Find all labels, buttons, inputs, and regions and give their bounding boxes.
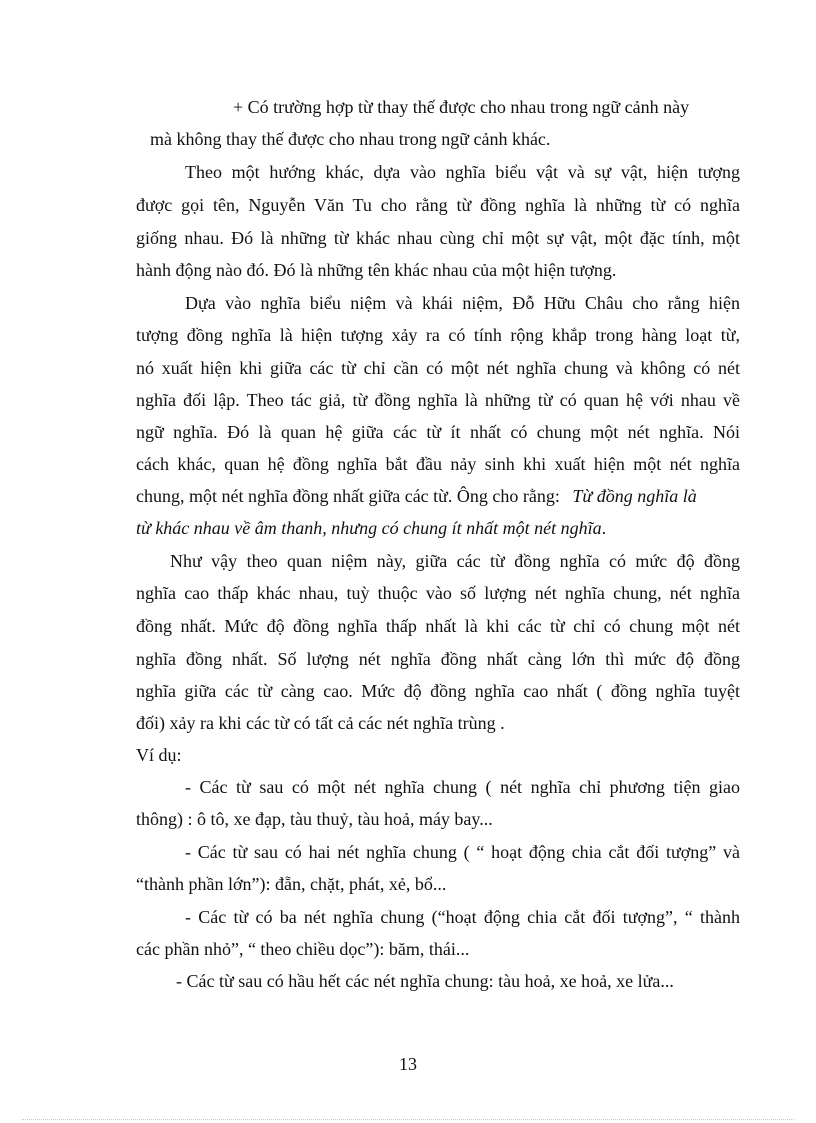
text-line: giống nhau. Đó là những từ khác nhau cùng chỉ một sự vật, một đặc tính, một: [136, 228, 740, 248]
list-item: - Các từ sau có hai nét nghĩa chung ( “ hoạt động chia cắt đối tượng” và: [185, 842, 740, 862]
text-line: tượng đồng nghĩa là hiện tượng xảy ra có tính rộng khắp trong hàng loạt từ,: [136, 325, 740, 345]
text-span: chung, một nét nghĩa đồng nhất giữa các từ. Ông cho rằng:: [136, 486, 560, 506]
text-line: mà không thay thế được cho nhau trong ngữ cảnh khác.: [150, 129, 551, 149]
text-line: các phần nhỏ”, “ theo chiều dọc”): băm, thái...: [136, 939, 470, 959]
text-span: .: [601, 518, 607, 538]
list-item: - Các từ có ba nét nghĩa chung (“hoạt động chia cắt đối tượng”, “ thành: [185, 907, 740, 927]
text-line: Như vậy theo quan niệm này, giữa các từ đồng nghĩa có mức độ đồng: [170, 551, 740, 571]
text-line: + Có trường hợp từ thay thế được cho nhau trong ngữ cảnh này: [233, 97, 690, 117]
text-line: thông) : ô tô, xe đạp, tàu thuỷ, tàu hoả, máy bay...: [136, 809, 493, 829]
text-line: Theo một hướng khác, dựa vào nghĩa biểu vật và sự vật, hiện tượng: [185, 162, 740, 182]
text-line: [136, 485, 697, 507]
quote-text: từ khác nhau về âm thanh, nhưng có chung ít nhất một nét nghĩa: [136, 518, 602, 538]
text-line: nghĩa cao thấp khác nhau, tuỳ thuộc vào số lượng nét nghĩa chung, nét nghĩa: [136, 583, 740, 603]
text-line: đồng nhất. Mức độ đồng nghĩa thấp nhất là khi các từ chỉ có chung một nét: [136, 616, 740, 636]
text-line: được gọi tên, Nguyễn Văn Tu cho rằng từ đồng nghĩa là những từ có nghĩa: [136, 195, 740, 215]
text-line: [136, 517, 606, 539]
text-line: Dựa vào nghĩa biểu niệm và khái niệm, Đỗ Hữu Châu cho rằng hiện: [185, 293, 740, 313]
text-line: ngữ nghĩa. Đó là quan hệ giữa các từ ít nhất có chung một nét nghĩa. Nói: [136, 422, 740, 442]
text-line: nghĩa giữa các từ càng cao. Mức độ đồng nghĩa cao nhất ( đồng nghĩa tuyệt: [136, 681, 740, 701]
list-item: - Các từ sau có một nét nghĩa chung ( nét nghĩa chỉ phương tiện giao: [185, 777, 740, 797]
text-line: Ví dụ:: [136, 745, 182, 765]
list-item: - Các từ sau có hầu hết các nét nghĩa chung: tàu hoả, xe hoả, xe lửa...: [176, 971, 674, 991]
quote-text: Từ đồng nghĩa là: [572, 486, 697, 506]
text-line: “thành phần lớn”): đẵn, chặt, phát, xẻ, bổ...: [136, 874, 447, 894]
text-line: nó xuất hiện khi giữa các từ chỉ cần có một nét nghĩa chung và không có nét: [136, 358, 740, 378]
text-line: nghĩa đồng nhất. Số lượng nét nghĩa đồng nhất càng lớn thì mức độ đồng: [136, 649, 740, 669]
page-bottom-divider: [22, 1119, 794, 1120]
text-line: đối) xảy ra khi các từ có tất cả các nét nghĩa trùng .: [136, 713, 505, 733]
text-line: nghĩa đối lập. Theo tác giả, từ đồng nghĩa là những từ có quan hệ với nhau về: [136, 390, 740, 410]
text-line: hành động nào đó. Đó là những tên khác nhau của một hiện tượng.: [136, 260, 617, 280]
text-line: cách khác, quan hệ đồng nghĩa bắt đầu nảy sinh khi xuất hiện một nét nghĩa: [136, 454, 740, 474]
page-number: 13: [399, 1054, 417, 1074]
